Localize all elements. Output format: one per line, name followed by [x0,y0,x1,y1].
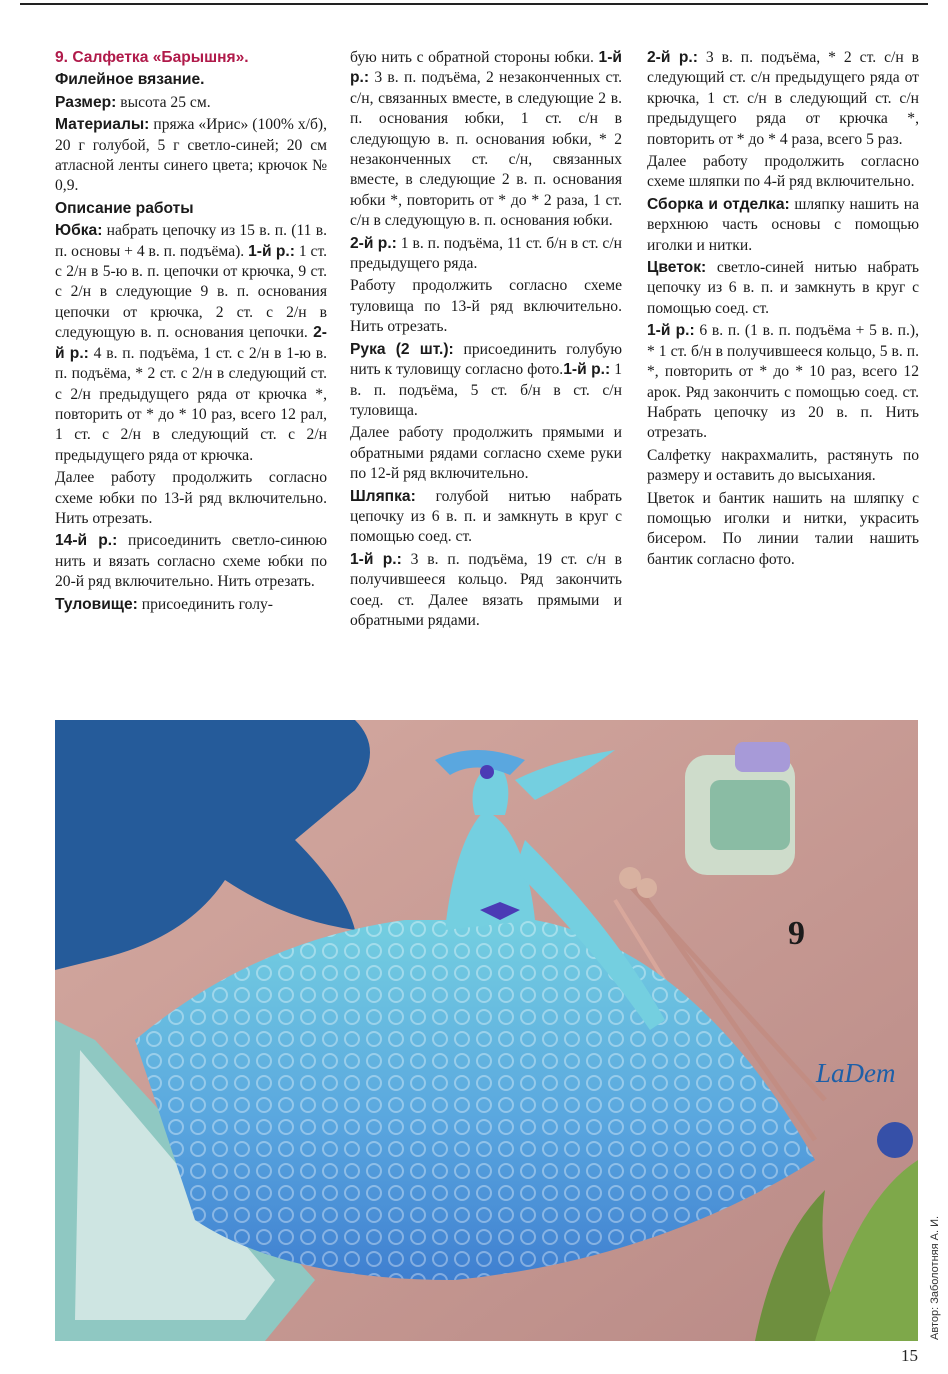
skirt-text: набрать цепочку из 15 в. п. (11 в. п. основы + 4 в. п. подъёма). [55,222,327,260]
hat-continuation: Далее работу продолжить согласно схеме шляпки по 4-й ряд включительно. [647,153,919,191]
torso-text: бую нить с обратной стороны юбки. [350,49,599,66]
materials-text: пряжа «Ирис» (100% х/б), 20 г голубой, 5 г светло-синей; 20 см атласной ленты синего цвета; крючок № 0,9. [55,116,327,195]
arm-text: 1 в. п. подъёма, 5 ст. б/н в ст. с/н туловища. [350,361,622,419]
row-label: 1-й р.: [647,322,695,340]
size-label: Размер: [55,93,117,111]
torso-label: Туловище: [55,595,138,613]
top-rule [20,3,928,5]
flower-text: светло-синей нитью набрать цепочку из 6 в. п. и замкнуть в круг с помощью соед. ст. [647,259,919,317]
starch-text: Салфетку накрахмалить, растянуть по размеру и оставить до высыхания. [647,446,919,485]
arm-continuation: Далее работу продолжить прямыми и обратными рядами согласно схеме руки по 12-й ряд включительно. [350,424,622,483]
row-label: 1-й р.: [563,361,611,379]
hat-label: Шляпка: [350,487,416,505]
row-label: 1-й р.: [350,550,402,568]
watermark: LaDem [816,1058,896,1088]
column-2 [350,48,622,633]
author-credit: Автор: Заболотняя А. И. [929,1215,941,1340]
materials-label: Материалы: [55,116,150,134]
arm-text: присоединить голубую нить к туловищу согласно фото. [350,340,622,379]
bottle [685,742,795,875]
hat-text: 3 в. п. подъёма, 19 ст. с/н в получившееся кольцо. Ряд закончить соед. ст. Далее вязать прямыми и обратными рядами. [350,550,622,629]
torso-text: 3 в. п. подъёма, 2 незаконченных ст. с/н, связанных вместе, в следующие 2 в. п. основания юбки, 1 ст. с/н в следующую в. п. основания юбки, * 2 незаконченных ст. с/н, связанных вместе, в следующие 2 в. п. основания юбки *, повторить от * до * 2 раза, 1 ст. с/н в следующую в. п. основания юбки. [350,69,622,230]
article-title: 9. Салфетка «Барышня». [55,49,249,66]
row-label: 2-й р.: [55,324,327,362]
final-text: Цветок и бантик нашить на шляпку с помощью иголки и нитки, украсить бисером. По линии талии нашить бантик согласно фото. [647,489,919,568]
torso-text: 1 в. п. подъёма, 11 ст. б/н в ст. с/н предыдущего ряда. [350,234,622,273]
column-3 [647,48,919,572]
hat-text: 3 в. п. подъёма, * 2 ст. с/н в следующий ст. с/н предыдущего ряда от крючка, 1 ст. с/н в следующий ст. с/н предыдущего ряда от крючка *, повторить от * до * 4 раза, всего 5 раз. [647,49,919,148]
assembly-text: шляпку нашить на верхнюю часть основы с помощью иголки и нитки. [647,195,919,254]
torso-continuation: Работу продолжить согласно схеме туловища по 13-й ряд включительно. Нить отрезать. [350,277,622,336]
row-label: 1-й р.: [248,242,295,260]
skirt-continuation: Далее работу продолжить согласно схеме юбки по 13-й ряд включительно. Нить отрезать. [55,469,327,527]
torso-text: присоединить голу- [137,595,274,613]
assembly-label: Сборка и отделка: [647,195,790,213]
subtitle: Филейное вязание. [55,71,205,89]
figure-number: 9 [788,915,805,952]
page-number: 15 [901,1346,918,1365]
row-label: 14-й р.: [55,532,118,550]
skirt-text: 4 в. п. подъёма, 1 ст. с 2/н в 1-ю в. п. подъёма, * 2 ст. с 2/н в следующий ст. с 2/н предыдущего ряда от крючка *, повторить от * до * 10 раз, всего 12 рал, 1 ст. с 2/н в следующий ст. с 2/н предыдущего ряда от крючка. [55,344,327,464]
flower-label: Цветок: [647,259,707,277]
skirt-text: 1 ст. с 2/н в 5-ю в. п. цепочки от крючка, 9 ст. с 2/н в следующие 9 в. п. основания цепочки от крючка, 2 ст. с 2/н в следующую в. п. основания цепочки. [55,242,328,342]
row-label: 2-й р.: [647,49,698,66]
row-label: 2-й р.: [350,234,397,252]
row-14-text: присоединить светло-синюю нить и вязать согласно схеме юбки по 20-й ряд включительно. Нить отрезать. [55,532,327,591]
column-1 [55,48,327,617]
row-label: 1-й р.: [350,49,622,87]
doily-photo [55,720,918,1341]
flower-text: 6 в. п. (1 в. п. подъёма + 5 в. п.), * 1 ст. б/н в получившееся кольцо, 5 в. п. *, повторить от * до * 10 раз, всего 12 арок. Ряд закончить с помощью соед. ст. Набрать цепочку из 20 в. п. Нить отрезать. [647,322,919,442]
skirt-label: Юбка: [55,222,103,240]
photo-illustration [55,720,918,1341]
size-text: высота 25 см. [116,93,211,111]
hat-text: голубой нитью набрать цепочку из 6 в. п. и замкнуть в круг с помощью соед. ст. [350,487,622,546]
arm-label: Рука (2 шт.): [350,340,454,358]
description-heading: Описание работы [55,199,194,217]
